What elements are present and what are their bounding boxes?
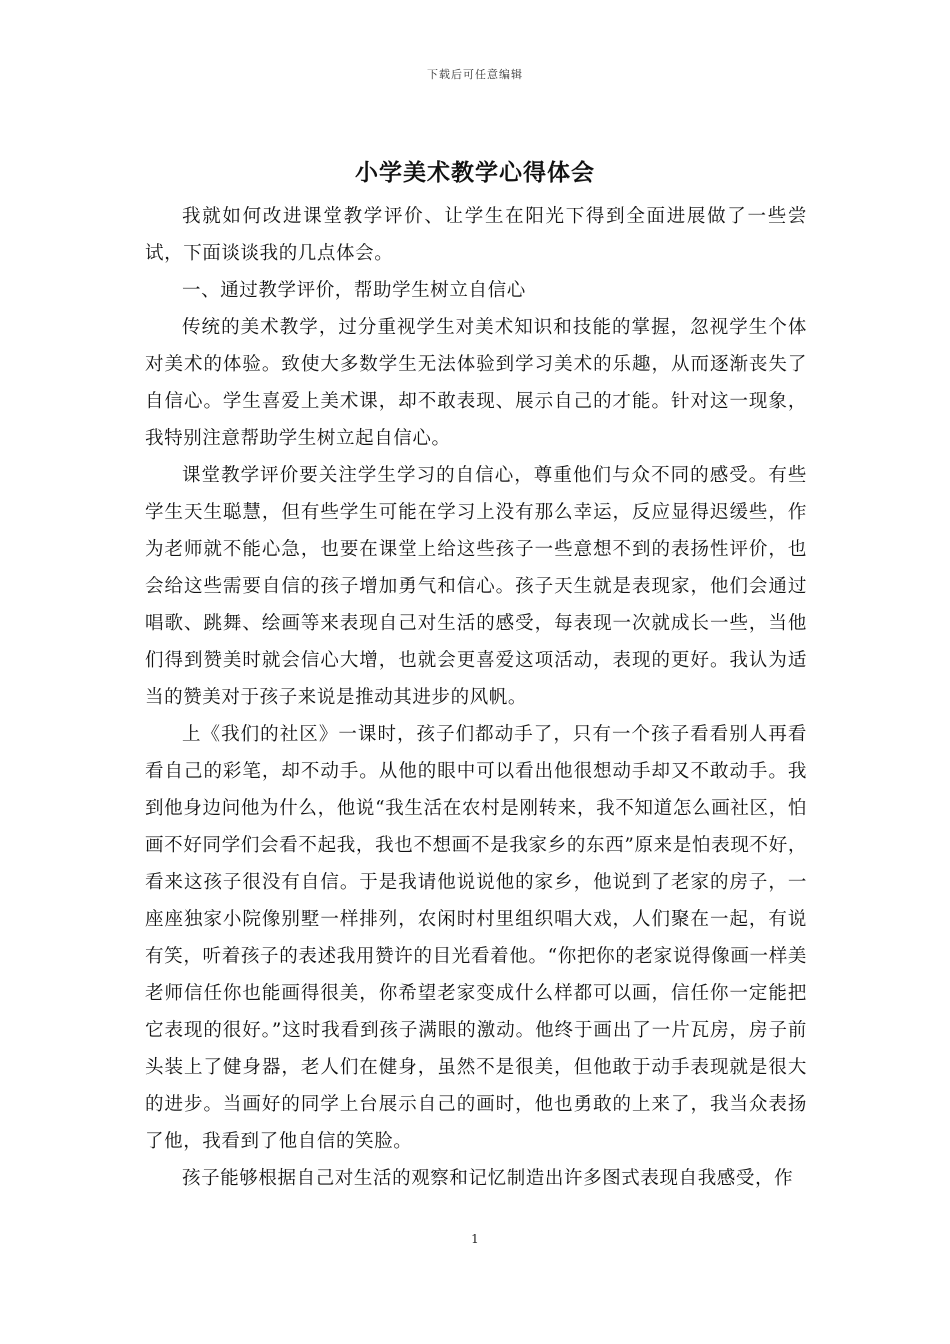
paragraph-community-lesson: 上《我们的社区》一课时，孩子们都动手了，只有一个孩子看看别人再看看自己的彩笔，却不动手。从他的眼中可以看出他很想动手却又不敢动手。我到他身边问他为什么，他说“我生活在农村是刚转来，我不知道怎么画社区，怕画不好同学们会看不起我，我也不想画不是我家乡的东西”原来是怕表现不好，看来这孩子很没有自信。于是我请他说说他的家乡，他说到了老家的房子，一座座独家小院像别墅一样排列，农闲时村里组织唱大戏，人们聚在一起，有说有笑，听着孩子的表述我用赞许的目光看着他。“你把你的老家说得像画一样美老师信任你也能画得很美，你希望老家变成什么样都可以画，信任你一定能把它表现的很好。”这时我看到孩子满眼的激动。他终于画出了一片瓦房，房子前头装上了健身器，老人们在健身，虽然不是很美，但他敢于动手表现就是很大的进步。当画好的同学上台展示自己的画时，他也勇敢的上来了，我当众表扬了他，我看到了他自信的笑脸。	[145, 724, 807, 1152]
paragraph-intro: 我就如何改进课堂教学评价、让学生在阳光下得到全面进展做了一些尝试，下面谈谈我的几点体会。	[145, 206, 807, 264]
paragraph-observation: 孩子能够根据自己对生活的观察和记忆制造出许多图式表现自我感受，作	[182, 1168, 794, 1189]
section-heading: 一、通过教学评价，帮助学生树立自信心	[182, 280, 526, 301]
paragraph-classroom-evaluation: 课堂教学评价要关注学生学习的自信心，尊重他们与众不同的感受。有些学生天生聪慧，但有些学生可能在学习上没有那么幸运，反应显得迟缓些，作为老师就不能心急，也要在课堂上给这些孩子一些意想不到的表扬性评价，也会给这些需要自信的孩子增加勇气和信心。孩子天生就是表现家，他们会通过唱歌、跳舞、绘画等来表现自己对生活的感受，每表现一次就成长一些，当他们得到赞美时就会信心大增，也就会更喜爱这项活动，表现的更好。我认为适当的赞美对于孩子来说是推动其进步的风帆。	[145, 465, 807, 708]
document-title: 小学美术教学心得体会	[355, 159, 595, 186]
document-body	[145, 198, 807, 1197]
paragraph-traditional-teaching: 传统的美术教学，过分重视学生对美术知识和技能的掌握，忽视学生个体对美术的体验。致使大多数学生无法体验到学习美术的乐趣，从而逐渐丧失了自信心。学生喜爱上美术课，却不敢表现、展示自己的才能。针对这一现象，我特别注意帮助学生树立起自信心。	[145, 317, 807, 449]
page-number: 1	[471, 1232, 479, 1246]
page-header: 下载后可任意编辑	[427, 68, 523, 81]
